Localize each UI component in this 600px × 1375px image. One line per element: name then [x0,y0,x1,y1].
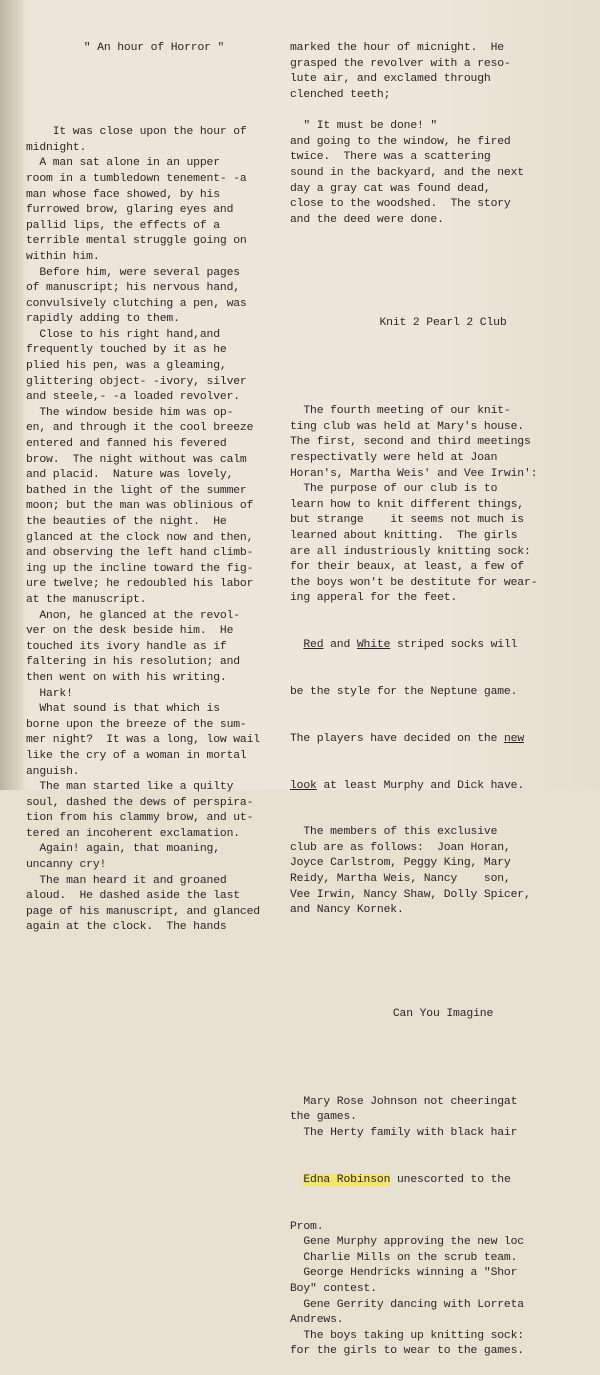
text-line: grasped the revolver with a reso- [290,57,511,70]
text-line: Vee Irwin, Nancy Shaw, Dolly Spicer, [290,888,531,901]
knit-players-line [290,732,596,748]
text-line: terrible mental struggle going on [26,235,247,248]
list-item: the games. [290,1111,357,1124]
text-line: sound in the backyard, and the next [290,166,524,179]
list-item: Andrews. [290,1314,344,1327]
text-line: and Nancy Kornek. [290,904,404,917]
text-line: plied his pen, was a gleaming, [26,360,227,373]
text-line: close to the woodshed. The story [290,198,511,211]
text-line: rapidly adding to them. [26,313,180,326]
text-line: room in a tumbledown tenement- -a [26,172,247,185]
text-line: glanced at the clock now and then, [26,531,254,544]
look-line-tail: at least Murphy and Dick have. [323,779,525,792]
knit-look-line [290,779,596,795]
text-line: ver on the desk beside him. He [26,625,234,638]
text-line: touched its ivory handle as if [26,640,227,653]
story-title: " An hour of Horror " [83,42,225,55]
text-line: aloud. He dashed aside the last [26,890,240,903]
text-line: soul, dashed the dews of perspira- [26,796,254,809]
text-line: What sound is that which is [26,703,220,716]
text-line: tion from his clammy brow, and ut- [26,812,254,825]
text-line: frequently touched by it as he [26,344,227,357]
text-line: again at the clock. The hands [26,921,227,934]
text-line: then went on with his writing. [26,671,227,684]
text-line: Before him, were several pages [26,266,240,279]
text-line: glittering object- -ivory, silver [26,375,247,388]
text-line: furrowed brow, glaring eyes and [26,204,234,217]
text-line: bathed in the light of the summer [26,484,247,497]
text-line: faltering in his resolution; and [26,656,240,669]
text-line: brow. The night without was calm [26,453,247,466]
text-line: Hark! [26,687,73,700]
new-word: new [503,732,525,745]
red-word: Red [303,639,324,652]
imagine-list [290,1095,596,1142]
text-line: day a gray cat was found dead, [290,182,491,195]
text-line: like the cry of a woman in mortal [26,749,247,762]
text-line: " It must be done! " [290,120,438,133]
text-line: uncanny cry! [26,859,107,872]
text-line: at the manuscript. [26,593,147,606]
text-line: ing apperal for the feet. [290,592,458,605]
text-line: learned about knitting. The girls [290,530,518,542]
text-line: and steele,- -a loaded revolver. [26,391,240,404]
knit-club-title: Knit 2 Pearl 2 Club [379,317,507,330]
text-line: respectivatly were held at Joan [290,452,498,465]
text-line: and the deed were done. [290,213,444,226]
text-line: and going to the window, he fired [290,135,511,148]
text-line: It was close upon the hour of [26,126,247,139]
imagine-title: Can You Imagine [392,1007,494,1020]
text-line: anguish. [26,765,80,778]
list-item: The Herty family with black hair [290,1126,518,1139]
text-line: the boys won't be destitute for wear- [290,576,538,589]
text-line: entered and fanned his fevered [26,438,227,451]
text-line: learn how to knit different things, [290,498,524,511]
text-line: Horan's, Martha Weis' and Vee Irwin': [290,467,538,480]
red-line-tail: striped socks will [397,639,518,652]
story-body-right [290,41,596,228]
story-body-left [26,125,282,936]
text-line: are all industriously knitting sock: [290,545,531,558]
text-line: pallid lips, the effects of a [26,219,220,232]
knit-club-members [290,825,596,919]
text-line: the beauties of the night. He [26,516,227,528]
text-line: man whose face showed, by his [26,188,220,201]
text-line: convulsively clutching a pen, was [26,297,247,310]
list-item: George Hendricks winning a "Shor [290,1267,518,1280]
list-item: Prom. [290,1220,324,1233]
text-line: en, and through it the cool breeze [26,422,254,435]
text-line: The man heard it and groaned [26,874,227,887]
text-line: Anon, he glanced at the revol- [26,609,240,622]
list-item: The boys taking up knitting sock: [290,1329,524,1342]
list-item: Charlie Mills on the scrub team. [290,1251,518,1264]
imagine-list-rest [290,1220,596,1360]
text-line: The window beside him was op- [26,406,234,419]
text-line: marked the hour of micnight. He [290,42,504,55]
highlight-tail: unescorted to the [390,1173,511,1186]
text-line: The purpose of our club is to [290,483,498,496]
text-line: moon; but the man was oblinious of [26,500,254,513]
imagine-highlight-line [290,1173,596,1189]
text-line: and placid. Nature was lovely, [26,469,234,482]
text-line: but strange it seems not much is [290,514,524,527]
text-line: Close to his right hand,and [26,328,220,341]
right-column [290,10,596,1375]
knit-neptune-line: be the style for the Neptune game. [290,685,518,698]
text-line: ting club was held at Mary's house. [290,420,524,433]
text-line: page of his manuscript, and glanced [26,905,260,918]
text-line: mer night? It was a long, low wail [26,734,260,747]
text-line: twice. There was a scattering [290,151,491,164]
text-line: and observing the left hand climb- [26,547,254,560]
text-line: The man started like a quilty [26,781,234,794]
text-line: A man sat alone in an upper [26,157,220,170]
list-item: for the girls to wear to the games. [290,1345,524,1358]
text-line: of manuscript; his nervous hand, [26,282,240,295]
list-item: Boy" contest. [290,1282,377,1295]
white-word: White [356,639,391,652]
text-line: ure twelve; he redoubled his labor [26,578,254,591]
text-line: The first, second and third meetings [290,436,531,449]
left-column [26,10,282,952]
text-line [290,104,596,120]
text-line: Joyce Carlstrom, Peggy King, Mary [290,857,511,870]
text-line: The fourth meeting of our knit- [290,405,511,418]
text-line: club are as follows: Joan Horan, [290,841,511,854]
text-line: for their beaux, at least, a few of [290,561,524,574]
look-word: look [290,779,317,792]
list-item: Mary Rose Johnson not cheeringat [290,1095,518,1108]
text-line: borne upon the breeze of the sum- [26,718,247,731]
knit-club-body [290,404,596,607]
text-line: Again! again, that moaning, [26,843,220,856]
text-line: Reidy, Martha Weis, Nancy son, [290,873,511,886]
page-binding-edge [0,0,24,790]
text-line: clenched teeth; [290,88,391,101]
and-word: and [330,639,351,652]
knit-red-white-line [290,638,596,654]
list-item: Gene Murphy approving the new loc [290,1236,524,1249]
highlighted-name: Edna Robinson [303,1173,391,1186]
list-item: Gene Gerrity dancing with Lorreta [290,1298,524,1311]
text-line: tered an incoherent exclamation. [26,827,240,840]
text-line: ing up the incline toward the fig- [26,562,254,575]
text-line: within him. [26,250,100,263]
text-line: lute air, and exclamed through [290,73,491,86]
text-line: midnight. [26,141,87,154]
players-line-start: The players have decided on the [290,732,498,745]
text-line: The members of this exclusive [290,826,498,839]
